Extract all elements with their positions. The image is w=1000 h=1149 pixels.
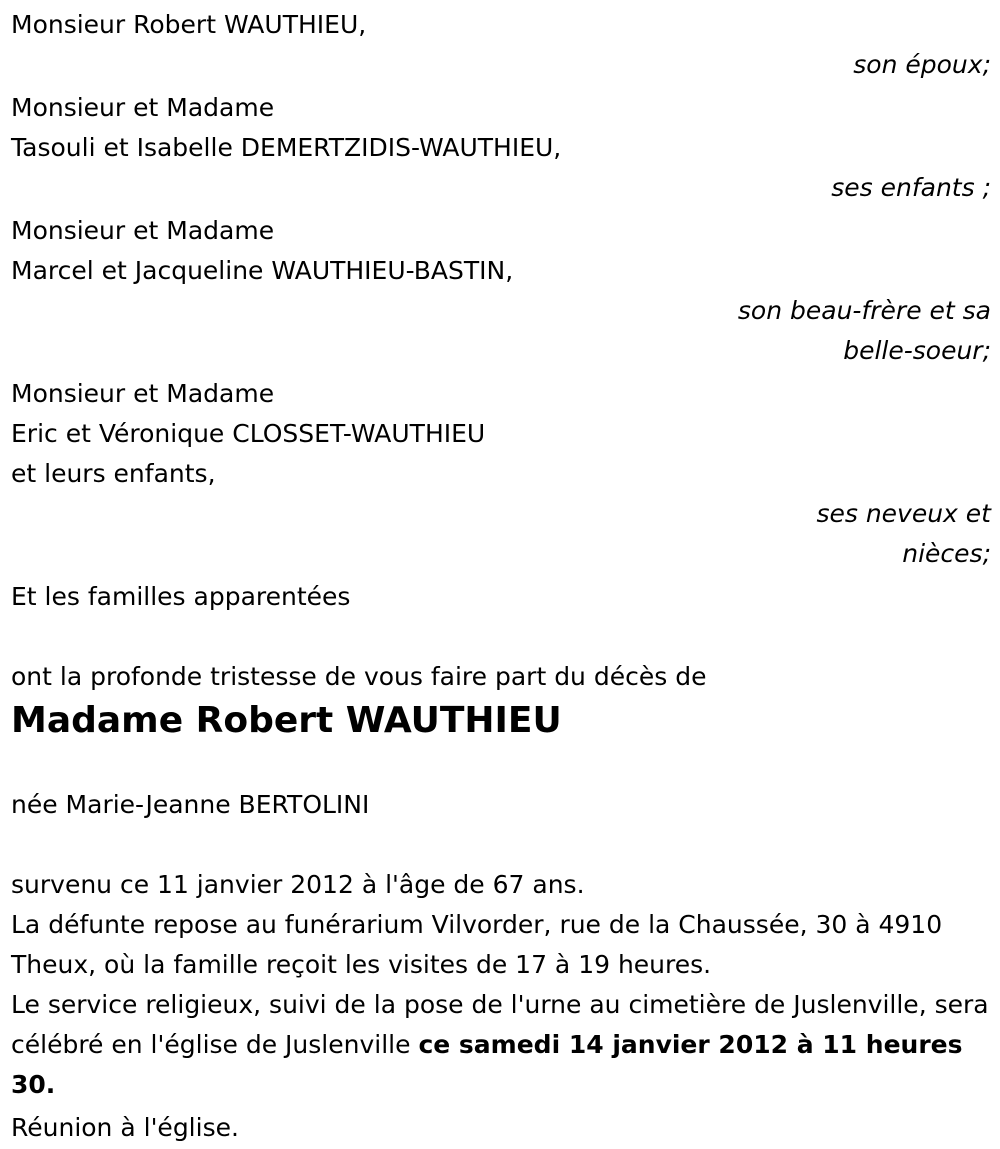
family-relation: ses neveux et	[816, 499, 991, 528]
family-member-line: Tasouli et Isabelle DEMERTZIDIS-WAUTHIEU,	[11, 133, 562, 162]
family-member-line: Eric et Véronique CLOSSET-WAUTHIEU	[11, 419, 486, 448]
family-member-line: Monsieur et Madame	[11, 379, 275, 408]
family-group	[11, 88, 991, 208]
service-info	[11, 985, 991, 1105]
service-datetime: ce samedi 14 janvier 2012 à 11 heures 30.	[11, 1030, 963, 1099]
family-member-line: Monsieur Robert WAUTHIEU,	[11, 10, 367, 39]
meeting-info: Réunion à l'église.	[11, 1113, 239, 1142]
family-relation: son époux;	[853, 50, 991, 79]
family-group	[11, 5, 991, 85]
death-info: survenu ce 11 janvier 2012 à l'âge de 67 ans.	[11, 870, 585, 899]
deceased-name: Madame Robert WAUTHIEU	[11, 700, 562, 741]
death-notice	[11, 5, 991, 1148]
family-relation: ses enfants ;	[831, 173, 991, 202]
family-group	[11, 374, 991, 574]
service-intro: Le service religieux, suivi de la pose de l'urne au cimetière de Juslenville, sera célébré en l'église de Juslenville	[11, 990, 989, 1059]
rest-place-info: La défunte repose au funérarium Vilvorder, rue de la Chaussée, 30 à 4910 Theux, où la famille reçoit les visites de 17 à 19 heures.	[11, 910, 943, 979]
family-relation: belle-soeur;	[843, 336, 991, 365]
family-member-line: Marcel et Jacqueline WAUTHIEU-BASTIN,	[11, 256, 514, 285]
maiden-name: née Marie-Jeanne BERTOLINI	[11, 790, 370, 819]
announcement-text: ont la profonde tristesse de vous faire part du décès de	[11, 662, 707, 691]
family-group	[11, 211, 991, 371]
family-member-line: Monsieur et Madame	[11, 93, 275, 122]
family-relation: son beau-frère et sa	[737, 296, 991, 325]
related-families: Et les familles apparentées	[11, 582, 351, 611]
family-relation: nièces;	[902, 539, 991, 568]
family-member-line: et leurs enfants,	[11, 459, 216, 488]
family-member-line: Monsieur et Madame	[11, 216, 275, 245]
